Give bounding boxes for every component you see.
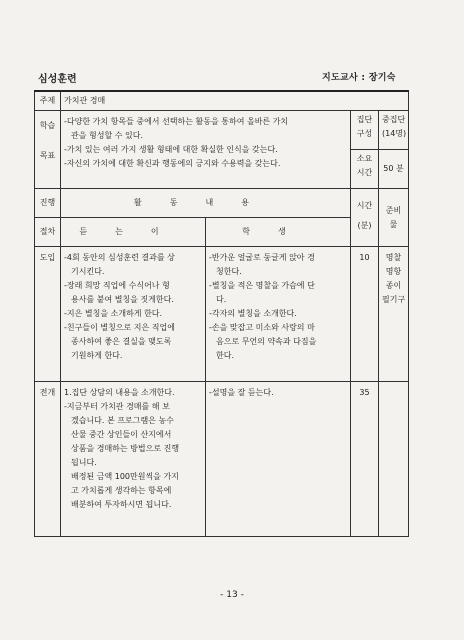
program-title: 심성훈련	[38, 74, 77, 85]
group-value-top: 중집단	[382, 115, 406, 124]
activity-line: -설명을 잘 듣는다.	[209, 388, 274, 397]
group-label	[351, 111, 379, 150]
time-required-value: 50 분	[379, 150, 409, 189]
activity-line: 용사를 붙여 별칭을 짓게한다.	[71, 295, 174, 304]
stage-cell: 도입	[35, 247, 61, 382]
materials-header: 준비물	[379, 189, 409, 247]
activity-line: -손을 맞잡고 미소와 사랑의 마	[209, 323, 315, 332]
activity-line: -별칭을 적은 명찰을 가슴에 단	[209, 281, 315, 290]
teacher-column-header: 듣는이	[61, 218, 206, 247]
time-required-label	[351, 150, 379, 189]
goal-label-top: 학습	[39, 121, 56, 130]
group-label-bottom: 구성	[356, 129, 373, 138]
activity-line: -각자의 별칭을 소개한다.	[209, 309, 297, 318]
time-header-bottom: (분)	[357, 221, 372, 230]
material-item: 명찰	[385, 253, 402, 262]
goal-label	[35, 111, 61, 189]
student-column-header: 학생	[206, 218, 351, 247]
activity-line: -지은 별칭을 소개하게 한다.	[64, 309, 163, 318]
topic-value: 가치관 경매	[61, 91, 409, 111]
activity-line: -장래 희망 직업에 수식어나 형	[64, 281, 170, 290]
goal-line: -자신의 가치에 대한 확신과 행동에의 긍지와 수용력을 갖는다.	[64, 159, 281, 168]
time-header-top: 시간	[356, 201, 373, 210]
group-value	[379, 111, 409, 150]
goal-line: -다양한 가치 항목들 중에서 선택하는 활동을 통하여 올바른 가치	[64, 117, 289, 126]
material-item: 명항	[385, 267, 402, 276]
teacher-activity-cell	[61, 247, 206, 382]
group-value-bottom: (14명)	[382, 129, 407, 138]
activity-line: -4회 동안의 심성훈련 결과를 상	[64, 253, 175, 262]
stage-header-bottom: 절차	[35, 218, 61, 247]
group-label-top: 집단	[356, 115, 373, 124]
activity-line: 다.	[216, 295, 227, 304]
activity-line: -지금부터 가치관 경매를 해 보	[64, 402, 170, 411]
table-row	[35, 382, 409, 537]
time-required-label-top: 소요	[356, 154, 373, 163]
goal-label-bottom: 목표	[39, 151, 56, 160]
material-item: 종이	[385, 281, 402, 290]
goal-line: 관을 형성할 수 있다.	[71, 131, 143, 140]
activity-line: 됩니다.	[71, 458, 97, 467]
time-cell: 10	[351, 247, 379, 382]
activity-line: 청한다.	[216, 267, 242, 276]
student-activity-cell	[206, 247, 351, 382]
table-row	[35, 247, 409, 382]
material-item: 필기구	[382, 295, 406, 304]
teacher-activity-cell	[61, 382, 206, 537]
activity-line: 한다.	[216, 351, 234, 360]
time-required-label-bottom: 시간	[356, 168, 373, 177]
materials-cell	[379, 382, 409, 537]
activity-line: 기원하게 한다.	[71, 351, 123, 360]
lesson-plan-table	[34, 90, 409, 537]
time-cell: 35	[351, 382, 379, 537]
activity-header: 활동내용	[61, 189, 351, 218]
page-number: - 13 -	[220, 590, 244, 600]
stage-cell: 전개	[35, 382, 61, 537]
stage-header-top: 진행	[35, 189, 61, 218]
student-activity-cell	[206, 382, 351, 537]
activity-line: 배정된 금액 100만원씩을 가지	[71, 472, 179, 481]
goal-line: -가치 있는 여러 가지 생활 형태에 대한 확실한 인식을 갖는다.	[64, 145, 278, 154]
activity-line: 음으로 무언의 약속과 다짐을	[216, 337, 317, 346]
activity-line: 기시킨다.	[71, 267, 105, 276]
activity-line: 고 가치롭게 생각하는 항목에	[71, 486, 172, 495]
topic-label: 주제	[35, 91, 61, 111]
materials-cell	[379, 247, 409, 382]
activity-line: 산물 중간 상인들이 산지에서	[71, 430, 172, 439]
activity-line: 겠습니다. 본 프로그램은 농수	[71, 416, 174, 425]
activity-line: 1.집단 상담의 내용을 소개한다.	[64, 388, 175, 397]
activity-line: 배분하여 투자하시면 됩니다.	[71, 500, 172, 509]
activity-line: -친구들이 별칭으로 지은 직업에	[64, 323, 175, 332]
activity-line: -반가운 얼굴로 둥글게 앉아 경	[209, 253, 315, 262]
activity-line: 종사하여 좋은 결실을 맺도록	[71, 337, 172, 346]
teacher-name: 지도교사 : 장기숙	[322, 73, 396, 83]
time-header	[351, 189, 379, 247]
goal-text	[61, 111, 351, 189]
activity-line: 상품을 경매하는 방법으로 진행	[71, 444, 180, 453]
